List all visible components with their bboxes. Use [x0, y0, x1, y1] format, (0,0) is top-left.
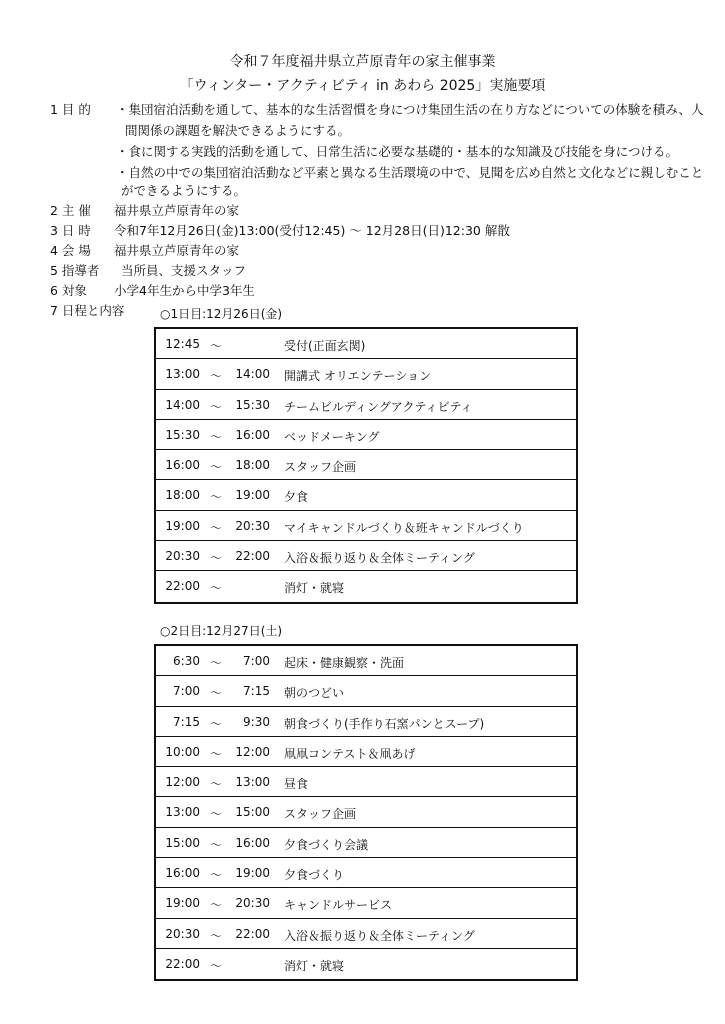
time-separator: ～: [210, 581, 223, 596]
table-row: [156, 858, 576, 888]
time-separator: ～: [210, 339, 223, 353]
activity: 開講式 オリエンテーション: [284, 369, 432, 384]
end-time: 15:30: [235, 397, 270, 412]
section-datetime: [50, 221, 510, 239]
end-time: 22:00: [235, 926, 270, 941]
activity: 昼食: [284, 777, 309, 792]
time-separator: ～: [210, 898, 223, 913]
time-separator: ～: [210, 958, 223, 973]
purpose-section: [50, 100, 114, 118]
activity: 夕食: [284, 490, 309, 505]
section-value: 当所員、支援スタッフ: [121, 263, 247, 278]
start-time: 7:15: [173, 714, 200, 729]
time-separator: ～: [210, 369, 223, 384]
start-time: 22:00: [165, 956, 200, 971]
table-row: [156, 420, 576, 450]
table-row: [156, 737, 576, 767]
section-label: 5 指導者: [50, 263, 100, 278]
start-time: 20:30: [165, 926, 200, 941]
activity: 入浴＆振り返り＆全体ミーティング: [284, 551, 475, 566]
table-row: [156, 359, 576, 389]
start-time: 18:00: [165, 488, 200, 503]
activity: ベッドメーキング: [284, 429, 380, 444]
activity: 夕食づくり: [284, 868, 345, 883]
end-time: 16:00: [235, 835, 270, 850]
time-separator: ～: [210, 520, 223, 535]
start-time: 20:30: [165, 549, 200, 564]
section-value: 小学4年生から中学3年生: [114, 283, 255, 298]
time-separator: ～: [210, 837, 223, 852]
day1-heading: ○1日目:12月26日(金): [160, 307, 283, 321]
section-schedule: [50, 301, 125, 319]
end-time: 16:00: [235, 427, 270, 442]
start-time: 19:00: [165, 896, 200, 911]
section-value: 福井県立芦原青年の家: [114, 203, 240, 218]
table-row: [156, 919, 576, 949]
day2-heading: ○2日目:12月27日(土): [160, 624, 283, 638]
time-separator: ～: [210, 399, 223, 414]
end-time: 22:00: [235, 549, 270, 564]
purpose-line-5: ができるようにする。: [121, 183, 247, 198]
start-time: 10:00: [165, 744, 200, 759]
activity: スタッフ企画: [284, 807, 357, 822]
time-separator: ～: [210, 746, 223, 761]
time-separator: ～: [210, 551, 223, 566]
start-time: 14:00: [165, 397, 200, 412]
end-time: 15:00: [235, 805, 270, 820]
document-title: 令和７年度福井県立芦原青年の家主催事業: [229, 54, 496, 70]
start-time: 6:30: [173, 654, 200, 668]
table-row: [156, 541, 576, 571]
activity: キャンドルサービス: [284, 898, 393, 913]
activity: 夕食づくり会議: [284, 837, 369, 852]
activity: マイキャンドルづくり＆班キャンドルづくり: [284, 520, 524, 535]
activity: チームビルディングアクティビティ: [284, 399, 473, 414]
end-time: 7:00: [243, 654, 270, 668]
day1-schedule-table: [154, 327, 578, 604]
table-row: [156, 646, 576, 676]
table-row: [156, 571, 576, 601]
purpose-line-1: ・集団宿泊活動を通して、基本的な生活習慣を身につけ集団生活の在り方などについての体験を積み、人: [116, 102, 704, 117]
table-row: [156, 797, 576, 827]
time-separator: ～: [210, 716, 223, 731]
end-time: 14:00: [235, 367, 270, 382]
table-row: [156, 949, 576, 979]
day2-schedule-table: [154, 644, 578, 981]
table-row: [156, 767, 576, 797]
time-separator: ～: [210, 807, 223, 822]
table-row: [156, 450, 576, 480]
activity: 受付(正面玄関): [284, 339, 366, 353]
purpose-line-3: ・食に関する実践的活動を通して、日常生活に必要な基礎的・基本的な知識及び技能を身につける。: [116, 144, 679, 159]
section-label: 4 会 場: [50, 243, 91, 258]
table-row: [156, 707, 576, 737]
table-row: [156, 511, 576, 541]
start-time: 22:00: [165, 579, 200, 594]
start-time: 16:00: [165, 458, 200, 473]
time-separator: ～: [210, 490, 223, 505]
start-time: 12:45: [165, 337, 200, 351]
table-row: [156, 676, 576, 706]
table-row: [156, 329, 576, 359]
section-value: 福井県立芦原青年の家: [114, 243, 240, 258]
activity: 朝食づくり(手作り石窯パンとスープ): [284, 716, 485, 731]
start-time: 13:00: [165, 805, 200, 820]
end-time: 19:00: [235, 488, 270, 503]
purpose-label: 1 目 的: [50, 102, 91, 117]
activity: 入浴＆振り返り＆全体ミーティング: [284, 928, 475, 943]
section-value: 令和7年12月26日(金)13:00(受付12:45) ～ 12月28日(日)12:30 解散: [114, 223, 510, 238]
activity: 起床・健康観察・洗面: [284, 656, 405, 670]
start-time: 7:00: [173, 684, 200, 699]
activity: スタッフ企画: [284, 460, 357, 475]
time-separator: ～: [210, 928, 223, 943]
time-separator: ～: [210, 868, 223, 883]
time-separator: ～: [210, 777, 223, 792]
end-time: 20:30: [235, 518, 270, 533]
section-instructors: [50, 261, 246, 279]
table-row: [156, 390, 576, 420]
activity: 消灯・就寝: [284, 958, 345, 973]
section-venue: [50, 241, 239, 259]
purpose-line-4: ・自然の中での集団宿泊活動など平素と異なる生活環境の中で、見聞を広め自然と文化などに親しむこと: [116, 165, 704, 180]
table-row: [156, 888, 576, 918]
time-separator: ～: [210, 656, 223, 670]
time-separator: ～: [210, 460, 223, 475]
section-organizer: [50, 201, 239, 219]
section-label: 2 主 催: [50, 203, 91, 218]
start-time: 16:00: [165, 866, 200, 881]
end-time: 13:00: [235, 775, 270, 790]
section-target: [50, 281, 255, 299]
end-time: 7:15: [243, 684, 270, 699]
activity: 凧凧コンテスト＆凧あげ: [284, 746, 416, 761]
start-time: 19:00: [165, 518, 200, 533]
start-time: 12:00: [165, 775, 200, 790]
section-label: 3 日 時: [50, 223, 91, 238]
start-time: 15:00: [165, 835, 200, 850]
table-row: [156, 480, 576, 510]
end-time: 19:00: [235, 866, 270, 881]
document-subtitle: 「ウィンター・アクティビティ in あわら 2025」実施要項: [179, 78, 546, 94]
end-time: 12:00: [235, 744, 270, 759]
time-separator: ～: [210, 429, 223, 444]
end-time: 18:00: [235, 458, 270, 473]
section-label: 6 対象: [50, 283, 87, 298]
table-row: [156, 828, 576, 858]
start-time: 13:00: [165, 367, 200, 382]
purpose-line-2: 間関係の課題を解決できるようにする。: [125, 123, 351, 138]
start-time: 15:30: [165, 427, 200, 442]
end-time: 9:30: [243, 714, 270, 729]
time-separator: ～: [210, 686, 223, 701]
section-label: 7 日程と内容: [50, 303, 125, 318]
activity: 消灯・就寝: [284, 581, 345, 596]
end-time: 20:30: [235, 896, 270, 911]
activity: 朝のつどい: [284, 686, 345, 701]
